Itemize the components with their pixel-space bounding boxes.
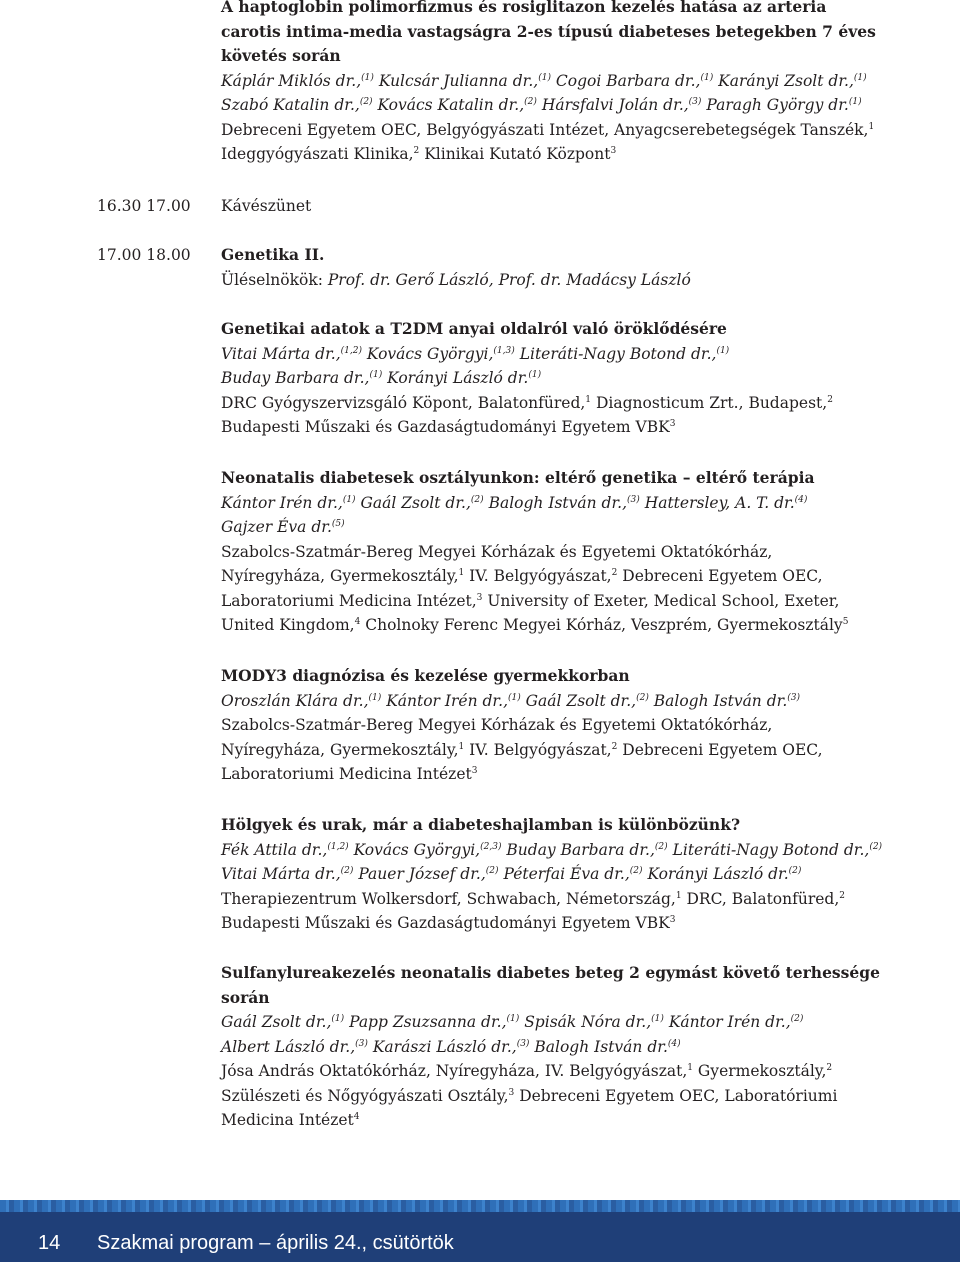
talk-authors: Oroszlán Klára dr.,$^{(1)}$ Kántor Irén dr.,$^{(1)}$ Gaál Zsolt dr.,$^{(2)}$ Balogh István dr.$^{(3)}$ [221,691,801,710]
talk-affiliation: Nyíregyháza, Gyermekosztály,$^1$ IV. Belgyógyászat,$^2$ Debreceni Egyetem OEC, [221,740,823,759]
talk-title: Neonatalis diabetesek osztályunkon: eltérő genetika – eltérő terápia [221,468,815,487]
talk-title: MODY3 diagnózisa és kezelése gyermekkorban [221,666,630,685]
talk-authors: Gajzer Éva dr.$^{(5)}$ [221,518,345,536]
talk-title-line: carotis intima-media vastagságra 2-es típusú diabeteses betegekben 7 éves [221,21,876,41]
talk-authors: Kántor Irén dr.,$^{(1)}$ Gaál Zsolt dr.,$^{(2)}$ Balogh István dr.,$^{(3)}$ Hattersley, A. T. dr.$^{(4)}$ [221,493,808,512]
talk-affiliation: Jósa András Oktatókórház, Nyíregyháza, IV. Belgyógyászat,$^1$ Gyermekosztály,$^2$ [221,1062,833,1080]
talk-affiliation: Budapesti Műszaki és Gazdaságtudományi Egyetem VBK$^3$ [221,914,676,932]
talk-authors: Vitai Márta dr.,$^{(2)}$ Pauer József dr.,$^{(2)}$ Péterfai Éva dr.,$^{(2)}$ Korányi László dr.$^{(2)}$ [221,865,802,883]
talk-authors: Fék Attila dr.,$^{(1,2)}$ Kovács Györgyi,$^{(2,3)}$ Buday Barbara dr.,$^{(2)}$ Literáti-Nagy Botond dr.,$^{(2)}$ [221,840,883,859]
break-label: Kávészünet [221,197,312,215]
talk-title: Hölgyek és urak, már a diabeteshajlamban is különbözünk? [221,815,741,834]
talk-affiliation: United Kingdom,$^4$ Cholnoky Ferenc Megyei Kórház, Veszprém, Gyermekosztály$^5$ [221,616,849,634]
talk-authors: Albert László dr.,$^{(3)}$ Karászi László dr.,$^{(3)}$ Balogh István dr.$^{(4)}$ [221,1037,681,1056]
talk-affiliation: Budapesti Műszaki és Gazdaságtudományi Egyetem VBK$^3$ [221,418,676,436]
talk-affiliation: Debreceni Egyetem OEC, Belgyógyászati Intézet, Anyagcserebetegségek Tanszék,$^1$ [221,120,875,139]
talk-title-line: során [221,987,270,1007]
session-chairs: Üléselnökök: Prof. dr. Gerő László, Prof. dr. Madácsy László [221,270,691,289]
talk-haptoglobin [221,0,941,167]
talk-title-line: A haptoglobin polimorfizmus és rosiglitazon kezelés hatása az arteria [221,0,827,16]
talk-sulfanylurea [221,961,941,1133]
break-time: 16.30 17.00 [97,197,191,215]
session-title: Genetika II. [221,245,325,264]
talk-authors: Káplár Miklós dr.,$^{(1)}$ Kulcsár Julianna dr.,$^{(1)}$ Cogoi Barbara dr.,$^{(1)}$ Karányi Zsolt dr.,$^{(1)}$ [221,71,867,90]
session-time: 17.00 18.00 [97,246,191,264]
talk-authors: Vitai Márta dr.,$^{(1,2)}$ Kovács Györgyi,$^{(1,3)}$ Literáti-Nagy Botond dr.,$^{(1)}$ [221,344,730,363]
talk-holgyek-es-urak [221,813,941,936]
talk-affiliation: Szabolcs-Szatmár-Bereg Megyei Kórházak és Egyetemi Oktatókórház, [221,542,773,561]
talk-authors: Szabó Katalin dr.,$^{(2)}$ Kovács Katalin dr.,$^{(2)}$ Hársfalvi Jolán dr.,$^{(3)}$ Paragh György dr.$^{(1)}$ [221,96,862,114]
talk-authors: Buday Barbara dr.,$^{(1)}$ Korányi László dr.$^{(1)}$ [221,369,542,387]
page-number: 14 [38,1232,61,1254]
talk-title: Genetikai adatok a T2DM anyai oldalról való öröklődésére [221,319,727,338]
talk-mody3 [221,664,941,787]
talk-affiliation: Nyíregyháza, Gyermekosztály,$^1$ IV. Belgyógyászat,$^2$ Debreceni Egyetem OEC, [221,567,823,585]
footer-label: Szakmai program – április 24., csütörtök [97,1232,454,1254]
page-footer [0,1200,960,1262]
session-header [221,243,941,292]
talk-affiliation: Therapiezentrum Wolkersdorf, Schwabach, Németország,$^1$ DRC, Balatonfüred,$^2$ [221,889,846,908]
talk-affiliation: Medicina Intézet$^4$ [221,1111,360,1129]
talk-affiliation: DRC Gyógyszervizsgáló Köpont, Balatonfüred,$^1$ Diagnosticum Zrt., Budapest,$^2$ [221,393,833,412]
talk-neonatalis-diabetesek [221,466,941,638]
talk-title-line: követés során [221,46,341,65]
talk-affiliation: Laboratoriumi Medicina Intézet$^3$ [221,765,478,783]
footer-stripe [0,1200,960,1212]
talk-affiliation: Szabolcs-Szatmár-Bereg Megyei Kórházak és Egyetemi Oktatókórház, [221,716,773,734]
talk-authors: Gaál Zsolt dr.,$^{(1)}$ Papp Zsuzsanna dr.,$^{(1)}$ Spisák Nóra dr.,$^{(1)}$ Kántor Irén dr.,$^{(2)}$ [221,1013,804,1031]
talk-affiliation: Ideggyógyászati Klinika,$^2$ Klinikai Kutató Központ$^3$ [221,145,617,163]
talk-genetikai-adatok [221,317,941,440]
talk-affiliation: Szülészeti és Nőgyógyászati Osztály,$^3$ Debreceni Egyetem OEC, Laboratóriumi [221,1086,838,1105]
talk-title-line: Sulfanylureakezelés neonatalis diabetes beteg 2 egymást követő terhessége [221,963,880,982]
talk-affiliation: Laboratoriumi Medicina Intézet,$^3$ University of Exeter, Medical School, Exeter, [221,591,840,610]
